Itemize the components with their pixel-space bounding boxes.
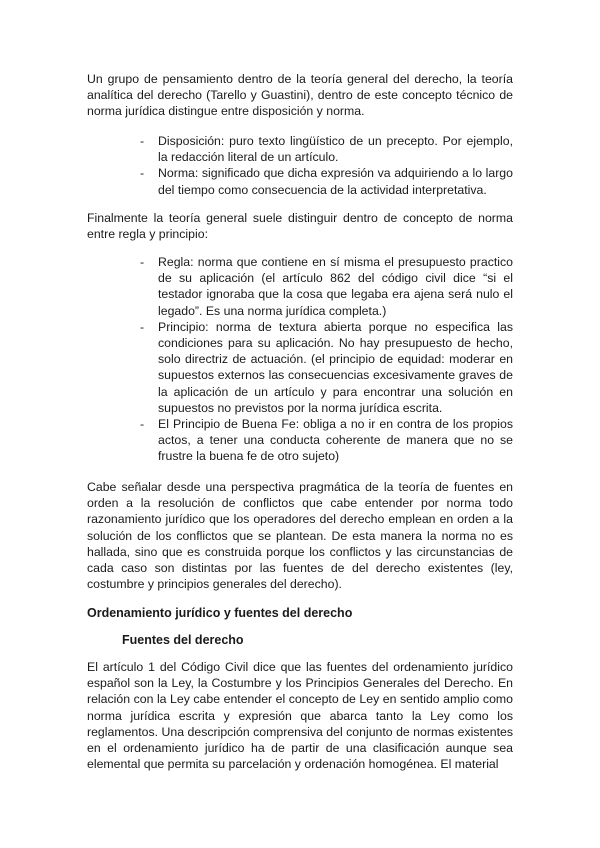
paragraph-3 — [87, 479, 513, 592]
paragraph-text: Un grupo de pensamiento dentro de la teoría general del derecho, la teoría analítica del derecho (Tarello y Guastini), dentro de este concepto técnico de norma jurídica distingue entre disposición y norma. — [87, 72, 513, 119]
list-item — [140, 254, 513, 319]
paragraph-text: Cabe señalar desde una perspectiva pragmática de la teoría de fuentes en orden a la resolución de conflictos que cabe entender por norma todo razonamiento jurídico que los operadores del derecho emplean en orden a la solución de los conflictos que se plantean. De esta manera la norma no es hallada, sino que es construida porque los conflictos y las circunstancias de cada caso son distintas por las fuentes de del derecho existentes (ley, costumbre y principios generales del derecho). — [87, 480, 513, 592]
list-item-text: El Principio de Buena Fe: obliga a no ir en contra de los propios actos, a tener una conducta coherente de manera que no se frustre la buena fe de otro sujeto) — [158, 417, 513, 464]
disposition-norm-list — [140, 133, 513, 198]
rule-principle-list — [140, 254, 513, 465]
list-item-text: Disposición: puro texto lingüístico de un precepto. Por ejemplo, la redacción literal de un artículo. — [158, 134, 513, 165]
heading-ordenamiento: Ordenamiento jurídico y fuentes del derecho — [87, 606, 353, 620]
list-item — [140, 416, 513, 465]
list-marker: - — [140, 255, 145, 269]
paragraph-4 — [87, 659, 513, 772]
list-item — [140, 319, 513, 416]
list-item-text: Regla: norma que contiene en sí misma el presupuesto practico de su aplicación (el artículo 862 del código civil dice “si el testador ignoraba que la cosa que legaba era ajena será nulo el legado”. Es una norma jurídica completa.) — [158, 255, 513, 318]
list-item-text: Principio: norma de textura abierta porque no especifica las condiciones para su aplicación. No hay presupuesto de hecho, solo directriz de actuación. (el principio de equidad: moderar en supuestos externos las consecuencias excesivamente graves de la aplicación de un artículo y para encontrar una solución en supuestos no previstos por la norma jurídica escrita. — [158, 319, 513, 415]
section-heading — [87, 605, 513, 621]
list-item — [140, 165, 513, 197]
list-item — [140, 133, 513, 165]
paragraph-2 — [87, 210, 513, 242]
list-item-text: Norma: significado que dicha expresión va adquiriendo a lo largo del tiempo como consecuencia de la actividad interpretativa. — [158, 166, 513, 197]
list-marker: - — [140, 417, 145, 432]
list-marker: - — [140, 166, 145, 181]
list-marker: - — [140, 134, 145, 148]
list-marker: - — [140, 319, 145, 334]
intro-paragraph — [87, 71, 513, 120]
subsection-heading — [122, 632, 513, 648]
paragraph-text: El artículo 1 del Código Civil dice que las fuentes del ordenamiento jurídico español son la Ley, la Costumbre y los Principios Generales del Derecho. En relación con la Ley cabe entender el concepto de Ley en sentido amplio como norma jurídica escrita y expresión que abarca tanto la Ley como los reglamentos. Una descripción comprensiva del conjunto de normas existentes en el ordenamiento jurídico ha de partir de una clasificación aunque sea elemental que permita su parcelación y ordenación homogénea. El material — [87, 660, 513, 772]
paragraph-text: Finalmente la teoría general suele distinguir dentro de concepto de norma entre regla y principio: — [87, 211, 513, 242]
heading-fuentes: Fuentes del derecho — [122, 633, 244, 647]
